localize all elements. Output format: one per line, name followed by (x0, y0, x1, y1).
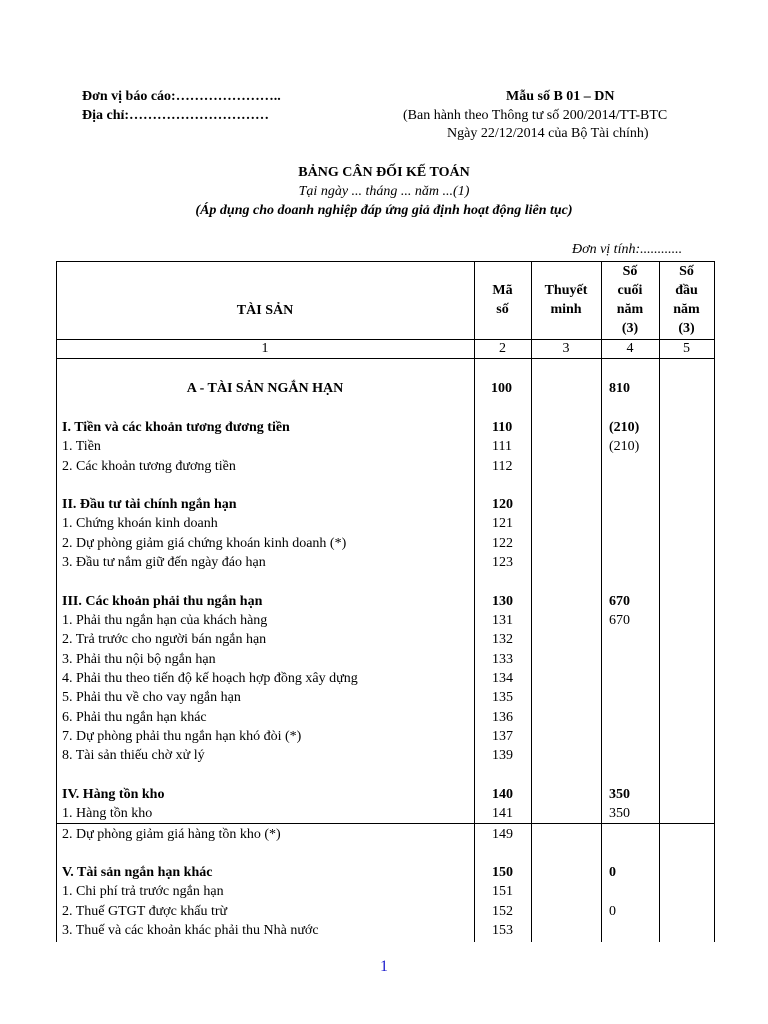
row-end-year-value: 670 (609, 613, 630, 628)
row-item-name: 2. Trả trước cho người bán ngắn hạn (62, 632, 267, 647)
row-item-code: 149 (492, 827, 513, 842)
row-end-year-value: 0 (609, 904, 616, 919)
header-begin-year (659, 262, 714, 338)
row-item-name: IV. Hàng tồn kho (62, 787, 165, 802)
row-item-name: 3. Thuế và các khoản khác phải thu Nhà nước (62, 923, 319, 938)
row-item-code: 150 (492, 865, 513, 880)
row-item-code: 139 (492, 748, 513, 763)
row-item-code: 134 (492, 671, 513, 686)
table-right-border (714, 261, 715, 942)
row-item-code: 120 (492, 497, 513, 512)
row-item-code: 130 (492, 594, 513, 609)
row-item-name: 3. Phải thu nội bộ ngắn hạn (62, 652, 216, 667)
row-item-name: 2. Thuế GTGT được khấu trừ (62, 904, 228, 919)
row-item-name: 7. Dự phòng phải thu ngắn hạn khó đòi (*) (62, 729, 302, 744)
row-item-code: 137 (492, 729, 513, 744)
row-item-code: 151 (492, 884, 513, 899)
row-item-code: 110 (492, 420, 513, 435)
header-begin-line2: đầu (675, 283, 698, 298)
form-number: Mẫu số B 01 – DN (506, 89, 615, 104)
row-divider-inventory (56, 823, 714, 824)
row-item-name: 1. Phải thu ngắn hạn của khách hàng (62, 613, 268, 628)
row-end-year-value: 0 (609, 865, 616, 880)
row-item-name: 5. Phải thu về cho vay ngắn hạn (62, 690, 241, 705)
report-title: BẢNG CÂN ĐỐI KẾ TOÁN (298, 165, 470, 180)
header-end-line1: Số (622, 264, 638, 279)
row-item-code: 112 (492, 459, 513, 474)
end-year-column-border (601, 261, 602, 942)
row-item-code: 131 (492, 613, 513, 628)
row-item-name: 1. Tiền (62, 439, 101, 454)
row-end-year-value: 670 (609, 594, 630, 609)
header-end-year (601, 262, 659, 338)
row-item-code: 135 (492, 690, 513, 705)
row-item-code: 111 (492, 439, 512, 454)
column-number-2: 2 (499, 341, 506, 356)
row-item-name: 6. Phải thu ngắn hạn khác (62, 710, 207, 725)
table-left-border (56, 261, 57, 942)
header-end-line4: (3) (621, 321, 639, 336)
row-item-code: 152 (492, 904, 513, 919)
report-scope-line: (Áp dụng cho doanh nghiệp đáp ứng giả định hoạt động liên tục) (195, 203, 573, 218)
reporting-unit-label: Đơn vị báo cáo:………………….. (82, 89, 281, 104)
begin-year-column-border (659, 261, 660, 942)
page-number: 1 (380, 958, 388, 975)
row-item-code: 123 (492, 555, 513, 570)
row-item-name: 1. Hàng tồn kho (62, 806, 153, 821)
row-end-year-value: 350 (609, 806, 630, 821)
section-code: 100 (491, 381, 512, 396)
section-title: A - TÀI SẢN NGẮN HẠN (186, 381, 344, 396)
header-note (531, 281, 601, 319)
header-code (474, 281, 531, 319)
column-number-1: 1 (261, 341, 269, 356)
column-number-3: 3 (562, 341, 570, 356)
issued-by-line-2: Ngày 22/12/2014 của Bộ Tài chính) (447, 126, 649, 141)
currency-unit-label: Đơn vị tính:............ (572, 242, 683, 257)
row-item-name: 8. Tài sản thiếu chờ xử lý (62, 748, 205, 763)
header-note-line2: minh (550, 302, 582, 317)
row-end-year-value: 350 (609, 787, 630, 802)
row-item-name: 1. Chứng khoán kinh doanh (62, 516, 218, 531)
address-label: Địa chỉ:………………………… (82, 108, 270, 123)
report-date-line: Tại ngày ... tháng ... năm ...(1) (298, 184, 470, 199)
header-begin-line4: (3) (678, 321, 695, 336)
row-end-year-value: (210) (609, 420, 640, 435)
row-item-code: 141 (492, 806, 513, 821)
header-begin-line3: năm (673, 302, 700, 317)
row-item-name: V. Tài sản ngắn hạn khác (62, 865, 213, 880)
row-item-code: 121 (492, 516, 513, 531)
header-end-line3: năm (616, 302, 644, 317)
code-column-border (474, 261, 475, 942)
header-begin-line1: Số (679, 264, 694, 279)
header-code-line1: Mã (492, 283, 513, 298)
column-number-4: 4 (626, 341, 634, 356)
header-asset: TÀI SẢN (236, 303, 294, 318)
row-item-name: 2. Dự phòng giảm giá hàng tồn kho (*) (62, 827, 281, 842)
row-item-code: 122 (492, 536, 513, 551)
column-number-bottom-border (56, 358, 714, 359)
row-item-name: 3. Đầu tư nắm giữ đến ngày đáo hạn (62, 555, 266, 570)
row-end-year-value: (210) (609, 439, 640, 454)
row-item-code: 140 (492, 787, 513, 802)
row-item-name: 2. Các khoản tương đương tiền (62, 459, 236, 474)
row-item-name: III. Các khoản phải thu ngắn hạn (62, 594, 263, 609)
header-code-line2: số (496, 302, 509, 317)
column-number-5: 5 (683, 341, 690, 356)
row-item-code: 136 (492, 710, 513, 725)
section-end-value: 810 (609, 381, 630, 396)
note-column-border (531, 261, 532, 942)
row-item-name: 1. Chi phí trả trước ngắn hạn (62, 884, 224, 899)
row-item-name: I. Tiền và các khoản tương đương tiền (62, 420, 290, 435)
row-item-name: 2. Dự phòng giảm giá chứng khoán kinh doanh (*) (62, 536, 347, 551)
header-note-line1: Thuyết (544, 283, 588, 298)
row-item-code: 153 (492, 923, 513, 938)
issued-by-line-1: (Ban hành theo Thông tư số 200/2014/TT-BTC (403, 108, 668, 123)
row-item-name: 4. Phải thu theo tiến độ kế hoạch hợp đồng xây dựng (62, 671, 358, 686)
row-item-name: II. Đầu tư tài chính ngắn hạn (62, 497, 237, 512)
row-item-code: 132 (492, 632, 513, 647)
header-end-line2: cuối (617, 283, 643, 298)
row-item-code: 133 (492, 652, 513, 667)
